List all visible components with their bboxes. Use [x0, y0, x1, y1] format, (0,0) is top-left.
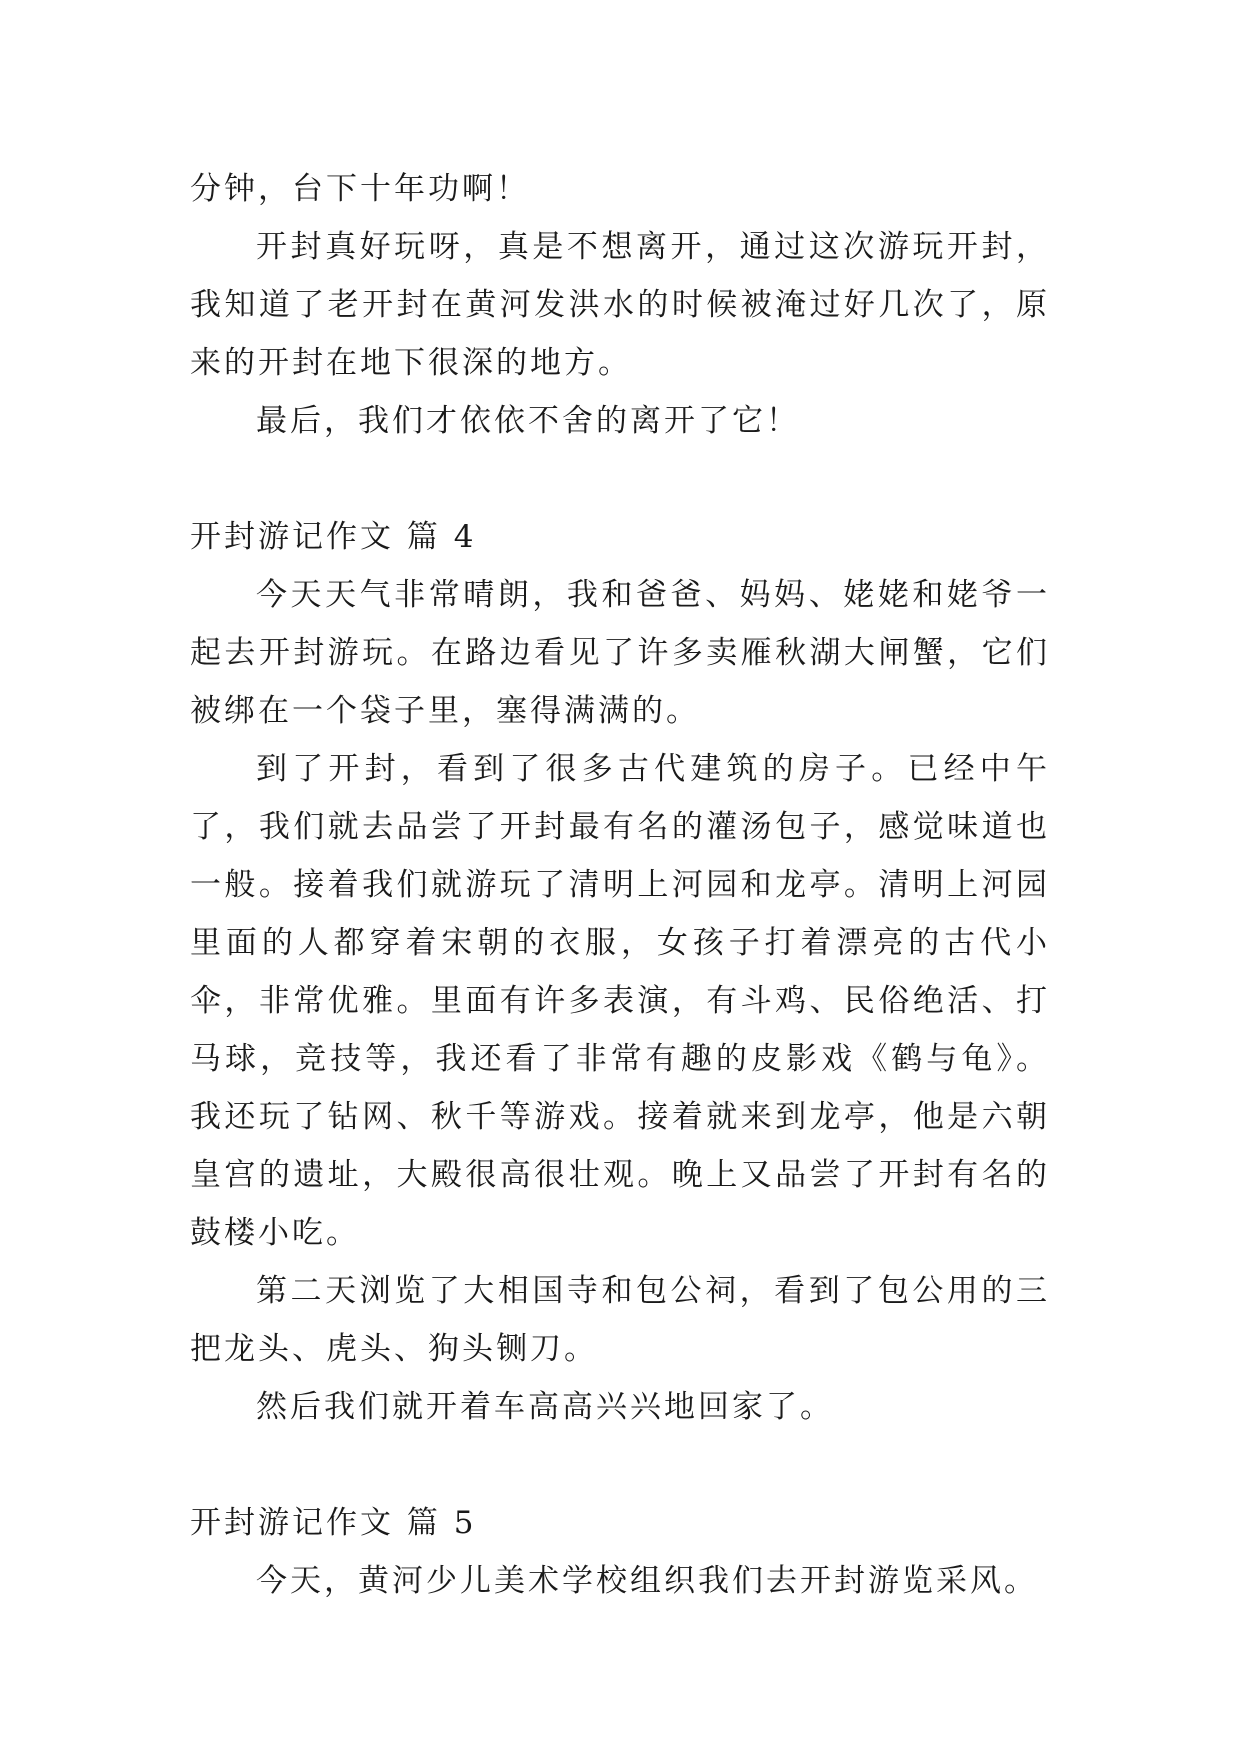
paragraph: 最后，我们才依依不舍的离开了它！: [256, 403, 800, 439]
paragraph: 今天，黄河少儿美术学校组织我们去开封游览采风。: [256, 1563, 1038, 1599]
paragraph-continuation: 分钟，台下十年功啊！: [190, 171, 530, 207]
paragraph: 第二天浏览了大相国寺和包公祠，看到了包公用的三把龙头、虎头、狗头铡刀。: [190, 1273, 1050, 1367]
section-heading-5: 开封游记作文 篇 5: [190, 1505, 477, 1541]
paragraph: 今天天气非常晴朗，我和爸爸、妈妈、姥姥和姥爷一起去开封游玩。在路边看见了许多卖雁秋湖大闸蟹，它们被绑在一个袋子里，塞得满满的。: [190, 577, 1050, 729]
paragraph: 然后我们就开着车高高兴兴地回家了。: [256, 1389, 834, 1425]
section-heading-4: 开封游记作文 篇 4: [190, 519, 477, 555]
document-body: [190, 160, 1050, 1610]
paragraph: 到了开封，看到了很多古代建筑的房子。已经中午了，我们就去品尝了开封最有名的灌汤包子，感觉味道也一般。接着我们就游玩了清明上河园和龙亭。清明上河园里面的人都穿着宋朝的衣服，女孩子打着漂亮的古代小伞，非常优雅。里面有许多表演，有斗鸡、民俗绝活、打马球，竞技等，我还看了非常有趣的皮影戏《鹤与龟》。我还玩了钻网、秋千等游戏。接着就来到龙亭，他是六朝皇宫的遗址，大殿很高很壮观。晚上又品尝了开封有名的鼓楼小吃。: [190, 751, 1050, 1251]
paragraph: 开封真好玩呀，真是不想离开，通过这次游玩开封，我知道了老开封在黄河发洪水的时候被淹过好几次了，原来的开封在地下很深的地方。: [190, 229, 1050, 381]
